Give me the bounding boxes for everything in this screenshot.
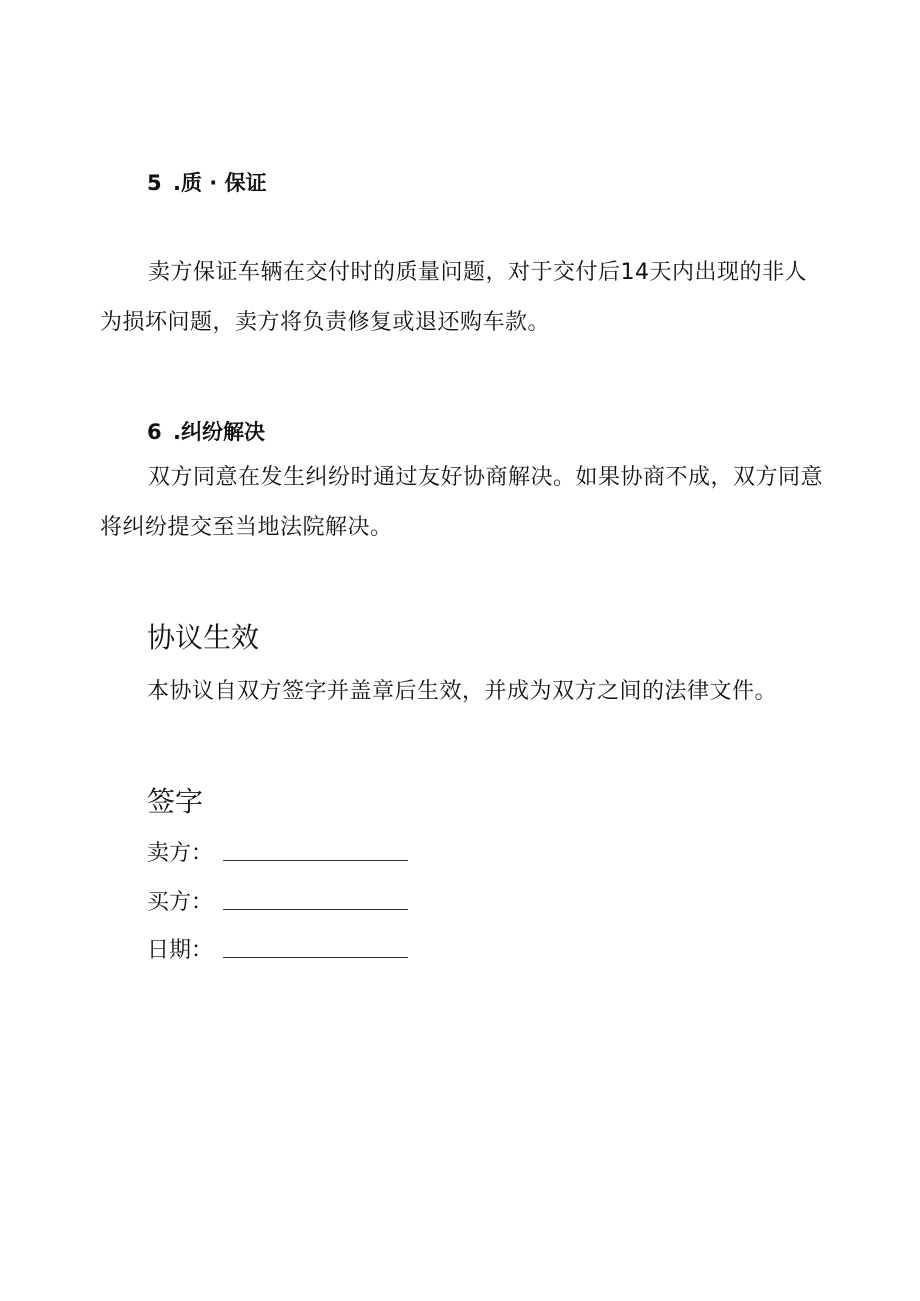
buyer-signature-line[interactable] — [223, 909, 408, 910]
signature-heading: 签字 — [147, 785, 204, 818]
date-label: 日期： — [147, 938, 214, 963]
buyer-label: 买方： — [147, 890, 214, 915]
section-5-number: 5 — [147, 171, 162, 195]
signature-row-seller — [147, 836, 417, 866]
signature-row-date — [147, 933, 417, 963]
effective-text: 本协议自双方签字并盖章后生效，并成为双方之间的法律文件。 — [147, 679, 778, 704]
effective-heading: 协议生效 — [147, 621, 260, 654]
signature-row-buyer — [147, 885, 417, 915]
section-6-title: .纠纷解决 — [173, 420, 265, 444]
section-6-body: 双方同意在发生纠纷时通过友好协商解决。如果协商不成，双方同意将纠纷提交至当地法院解决。 — [100, 465, 824, 540]
section-6-heading — [147, 416, 265, 446]
section-5-title: .质 · 保证 — [173, 171, 267, 195]
section-6-number: 6 — [147, 420, 162, 444]
section-5-heading — [147, 167, 267, 197]
section-5-body: 卖方保证车辆在交付时的质量问题，对于交付后14天内出现的非人为损坏问题，卖方将负责修复或退还购车款。 — [100, 260, 807, 335]
seller-signature-line[interactable] — [223, 860, 408, 861]
date-signature-line[interactable] — [223, 957, 408, 958]
seller-label: 卖方： — [147, 841, 214, 866]
